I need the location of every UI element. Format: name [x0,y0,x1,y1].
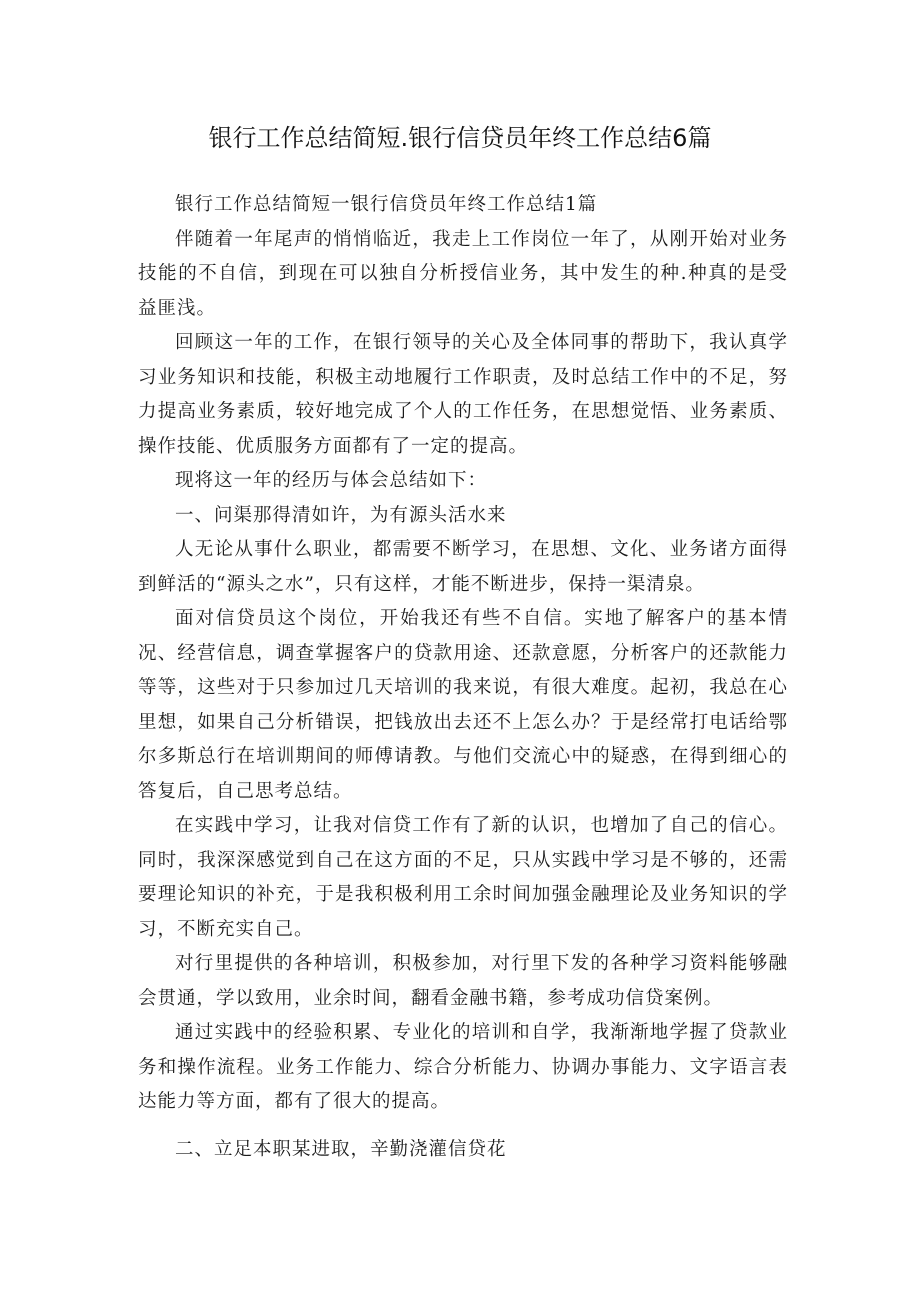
section-heading-1: 一、问渠那得清如许，为有源头活水来 [175,504,507,526]
paragraph: 伴随着一年尾声的悄悄临近，我走上工作岗位一年了，从刚开始对业务技能的不自信，到现在可以独自分析授信业务，其中发生的种.种真的是受益匪浅。 [138,228,788,319]
document-body [138,188,788,1167]
paragraph-subtitle: 银行工作总结简短一银行信贷员年终工作总结1篇 [175,194,598,215]
paragraph: 人无论从事什么职业，都需要不断学习，在思想、文化、业务诸方面得到鲜活的“源头之水”，只有这样，才能不断进步，保持一渠清泉。 [138,539,788,595]
paragraph: 对行里提供的各种培训，积极参加，对行里下发的各种学习资料能够融会贯通，学以致用，业余时间，翻看金融书籍，参考成功信贷案例。 [138,953,788,1009]
paragraph: 在实践中学习，让我对信贷工作有了新的认识，也增加了自己的信心。同时，我深深感觉到自己在这方面的不足，只从实践中学习是不够的，还需要理论知识的补充，于是我积极利用工余时间加强金融理论及业务知识的学习，不断充实自己。 [138,815,788,940]
section-heading-2: 二、立足本职某进取，辛勤浇灌信贷花 [175,1138,507,1160]
document-title: 银行工作总结简短.银行信贷员年终工作总结6篇 [208,124,712,152]
paragraph: 现将这一年的经历与体会总结如下： [175,470,488,491]
paragraph: 回顾这一年的工作，在银行领导的关心及全体同事的帮助下，我认真学习业务知识和技能，积极主动地履行工作职责，及时总结工作中的不足，努力提高业务素质，较好地完成了个人的工作任务，在思想觉悟、业务素质、操作技能、优质服务方面都有了一定的提高。 [138,332,788,457]
paragraph: 通过实践中的经验积累、专业化的培训和自学，我渐渐地学握了贷款业务和操作流程。业务工作能力、综合分析能力、协调办事能力、文字语言表达能力等方面，都有了很大的提高。 [138,1022,788,1112]
paragraph: 面对信贷员这个岗位，开始我还有些不自信。实地了解客户的基本情况、经营信息，调查掌握客户的贷款用途、还款意愿，分析客户的还款能力等等，这些对于只参加过几天培训的我来说，有很大难度。起初，我总在心里想，如果自己分析错误，把钱放出去还不上怎么办？于是经常打电话给鄂尔多斯总行在培训期间的师傅请教。与他们交流心中的疑惑，在得到细心的答复后，自己思考总结。 [138,608,788,802]
